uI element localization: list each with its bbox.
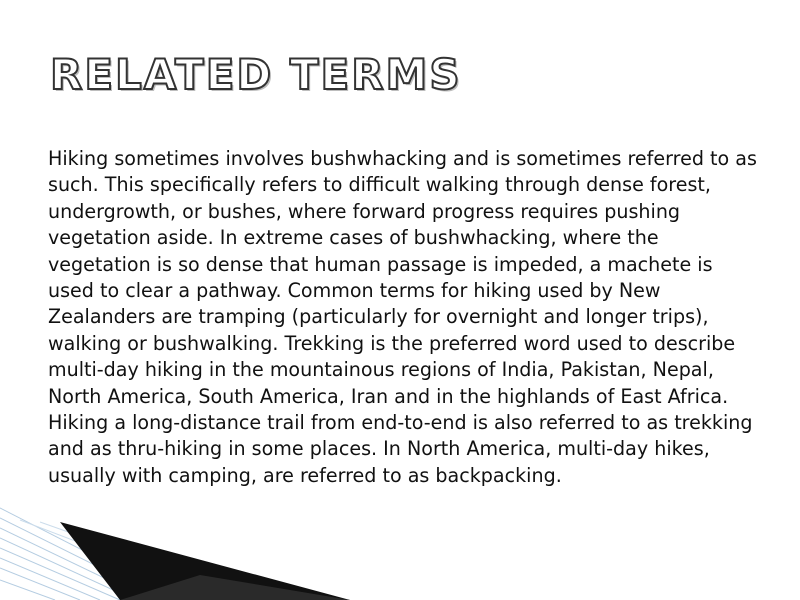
body-text: Hiking sometimes involves bushwhacking and is sometimes referred to as such. This specifically refers to difficult walking through dense forest, undergrowth, or bushes, where forward progress requires pushing vegetation aside. In extreme cases of bushwhacking, where the vegetation is so dense that human passage is impeded, a machete is used to clear a pathway. Common terms for hiking used by New Zealanders are tramping (particularly for overnight and longer trips), walking or bushwalking. Trekking is the preferred word used to describe multi-day hiking in the mountainous regions of India, Pakistan, Nepal, North America, South America, Iran and in the highlands of East Africa. Hiking a long-distance trail from end-to-end is also referred to as trekking and as thru-hiking in some places. In North America, multi-day hikes, usually with camping, are referred to as backpacking. — [48, 147, 757, 487]
slide-title: RELATED TERMS — [50, 50, 462, 99]
